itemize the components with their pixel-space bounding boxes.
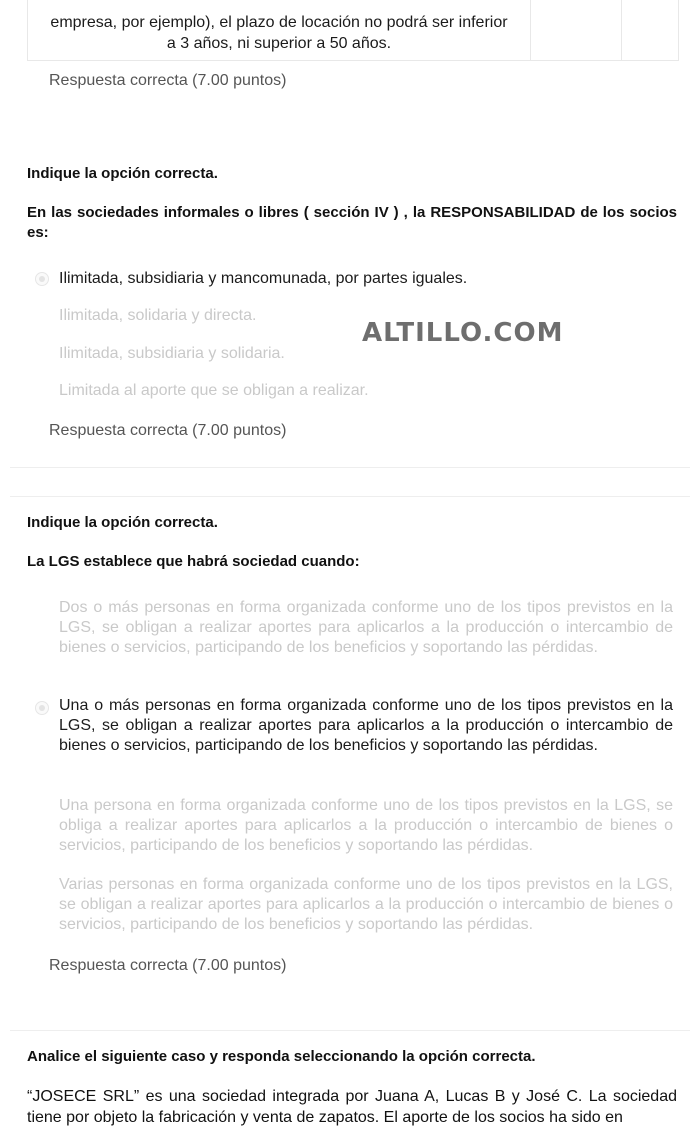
table-text-line: empresa, por ejemplo), el plazo de locación no podrá ser inferior (50, 14, 508, 31)
score-label: Respuesta correcta (7.00 puntos) (49, 957, 287, 974)
answer-option[interactable]: Limitada al aporte que se obligan a realizar. (59, 382, 369, 399)
divider (10, 1030, 690, 1031)
table-cell (531, 0, 622, 60)
answer-option[interactable]: Una persona en forma organizada conforme uno de los tipos previstos en la LGS, se obliga a realizar aportes para aplicarlos a la producción o intercambio de bienes o servicios, participando de los beneficios y soportando las pérdidas. (59, 797, 673, 854)
question-instruction: Indique la opción correcta. (27, 514, 218, 531)
question-text: En las sociedades informales o libres ( sección IV ) , la RESPONSABILIDAD de los socios es: (27, 204, 677, 241)
question-instruction: Indique la opción correcta. (27, 165, 218, 182)
radio-selected-icon[interactable] (35, 701, 49, 715)
score-label: Respuesta correcta (7.00 puntos) (49, 422, 287, 439)
answer-option[interactable]: Varias personas en forma organizada conforme uno de los tipos previstos en la LGS, se obligan a realizar aportes para aplicarlos a la producción o intercambio de bienes o servicios, participando de los beneficios y soportando las pérdidas. (59, 876, 673, 933)
score-label: Respuesta correcta (7.00 puntos) (49, 72, 287, 89)
table-cell-text (28, 0, 531, 60)
previous-question-table (27, 0, 679, 61)
divider (10, 496, 690, 497)
table-text-line: a 3 años, ni superior a 50 años. (166, 35, 392, 52)
question-instruction: Analice el siguiente caso y responda seleccionando la opción correcta. (27, 1048, 536, 1065)
answer-option[interactable]: Ilimitada, solidaria y directa. (59, 307, 257, 324)
table-cell (622, 0, 678, 60)
divider (10, 467, 690, 468)
answer-option[interactable]: Ilimitada, subsidiaria y solidaria. (59, 345, 285, 362)
watermark: ALTILLO.COM (362, 318, 564, 348)
answer-option[interactable]: Una o más personas en forma organizada conforme uno de los tipos previstos en la LGS, se obligan a realizar aportes para aplicarlos a la producción o intercambio de bienes o servicios, participando de los beneficios y soportando las pérdidas. (59, 697, 673, 754)
answer-option[interactable]: Dos o más personas en forma organizada conforme uno de los tipos previstos en la LGS, se obligan a realizar aportes para aplicarlos a la producción o intercambio de bienes o servicios, participando de los beneficios y soportando las pérdidas. (59, 599, 673, 656)
radio-selected-icon[interactable] (35, 272, 49, 286)
answer-option[interactable]: Ilimitada, subsidiaria y mancomunada, por partes iguales. (59, 270, 468, 287)
case-text: “JOSECE SRL” es una sociedad integrada por Juana A, Lucas B y José C. La sociedad tiene por objeto la fabricación y venta de zapatos. El aporte de los socios ha sido en (27, 1088, 677, 1126)
question-text: La LGS establece que habrá sociedad cuando: (27, 553, 360, 570)
